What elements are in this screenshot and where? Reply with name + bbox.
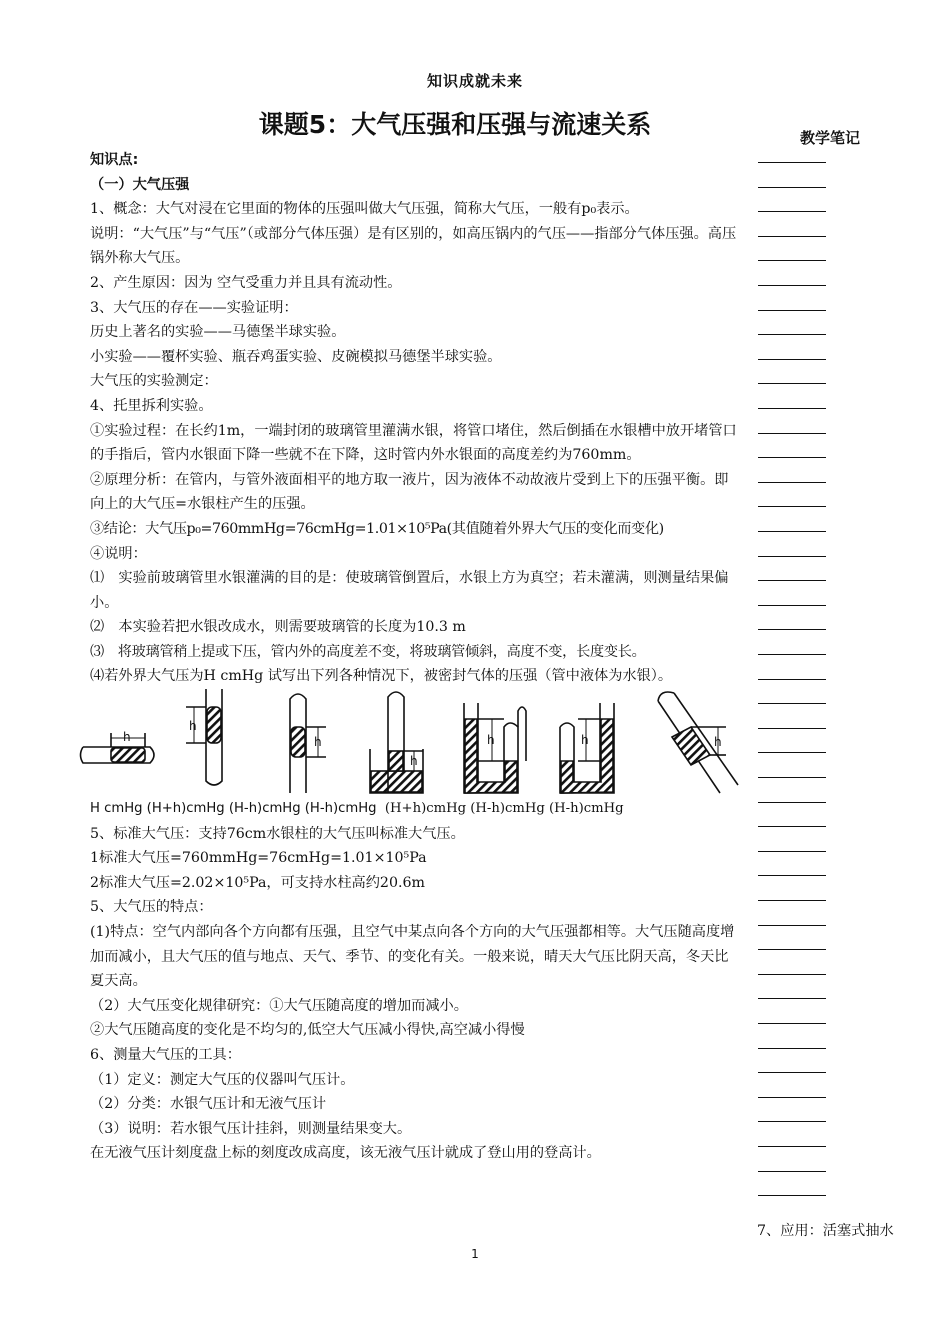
note-line [758, 334, 826, 335]
h-label: h [314, 735, 322, 750]
note-line [758, 1097, 826, 1098]
note-line [758, 925, 826, 926]
text-line: 5、大气压的特点： [90, 899, 213, 916]
text-line: （2）大气压变化规律研究：①大气压随高度的增加而减小。 [90, 997, 468, 1014]
text-line: 4、托里拆利实验。 [90, 397, 213, 414]
text-line: ②原理分析：在管内，与管外液面相平的地方取一液片，因为液体不动故液片受到上下的压强平衡。即向上的大气压=水银柱产生的压强。 [90, 471, 729, 513]
note-line [758, 531, 826, 532]
page-header: 知识成就未来 [426, 72, 523, 90]
text-line: 2、产生原因：因为 空气受重力并且具有流动性。 [90, 274, 402, 291]
text-line: （3）说明：若水银气压计挂斜，则测量结果变大。 [90, 1120, 412, 1137]
figure-vertical-tube-down [186, 689, 222, 785]
note-line [758, 629, 826, 630]
text-line: 在无液气压计刻度盘上标的刻度改成高度，该无液气压计就成了登山用的登高计。 [90, 1145, 601, 1162]
note-line [758, 187, 826, 188]
tube-figures [90, 689, 740, 797]
text-line: 大气压的实验测定： [90, 373, 218, 390]
notes-lines [758, 140, 826, 1215]
figure-answers [90, 797, 740, 822]
h-label: h [189, 719, 197, 734]
text-line: ⑴ 实验前玻璃管里水银灌满的目的是：使玻璃管倒置后，水银上方为真空；若未灌满，则测量结果偏小。 [90, 570, 729, 611]
note-line [758, 162, 826, 163]
note-line [758, 998, 826, 999]
text-line: 6、测量大气压的工具： [90, 1047, 241, 1063]
note-line [758, 556, 826, 557]
answers-part-2: (H+h)cmHg (H-h)cmHg (H-h)cmHg [384, 801, 624, 817]
note-line [758, 506, 826, 507]
note-line [758, 875, 826, 876]
text-line: （1）定义：测定大气压的仪器叫气压计。 [90, 1071, 355, 1088]
note-line [758, 949, 826, 950]
text-line: ①实验过程：在长约1m，一端封闭的玻璃管里灌满水银，将管口堵住，然后倒插在水银槽中放开堵管口的手指后，管内水银面下降一些就不在下降，这时管内外水银面的高度差约为760mm。 [90, 422, 737, 464]
note-line [758, 433, 826, 434]
note-line [758, 777, 826, 778]
note-line [758, 383, 826, 384]
h-label: h [714, 735, 722, 750]
h-label: h [581, 733, 589, 748]
text-line: ⑷若外界大气压为H cmHg 试写出下列各种情况下，被密封气体的压强（管中液体为水银）。 [90, 668, 673, 685]
note-line [758, 236, 826, 237]
note-line [758, 974, 826, 975]
note-line [758, 802, 826, 803]
note-line [758, 359, 826, 360]
text-line: 小实验——覆杯实验、瓶吞鸡蛋实验、皮碗模拟马德堡半球实验。 [90, 348, 502, 365]
note-line [758, 408, 826, 409]
note-line [758, 1023, 826, 1024]
note-line [758, 826, 826, 827]
note-line [758, 1121, 826, 1122]
note-line [758, 1171, 826, 1172]
text-line: 2标准大气压=2.02×10⁵Pa，可支持水柱高约20.6m [90, 874, 425, 891]
note-line [758, 457, 826, 458]
note-line [758, 1195, 826, 1196]
note-line [758, 703, 826, 704]
text-line: 1、概念：大气对浸在它里面的物体的压强叫做大气压强，简称大气压，一般有p₀表示。 [90, 201, 639, 218]
note-line [758, 605, 826, 606]
text-line: ④说明： [90, 545, 147, 562]
note-line [758, 211, 826, 212]
note-line [758, 900, 826, 901]
section-heading: （一）大气压强 [90, 176, 190, 193]
notes-title: 教学笔记 [799, 129, 860, 147]
note-line [758, 851, 826, 852]
note-line [758, 1146, 826, 1147]
text-line: ②大气压随高度的变化是不均匀的,低空大气压减小得快,高空减小得慢 [90, 1022, 525, 1039]
note-line [758, 310, 826, 311]
h-label: h [487, 733, 495, 748]
note-line [758, 728, 826, 729]
text-line: (1)特点：空气内部向各个方向都有压强，且空气中某点向各个方向的大气压强都相等。大气压随高度增加而减小，且大气压的值与地点、天气、季节、的变化有关。一般来说，晴天大气压比阴天高，冬天比夏天高。 [90, 924, 735, 990]
text-line: 5、标准大气压：支持76cm水银柱的大气压叫标准大气压。 [90, 825, 465, 842]
note-line [758, 1048, 826, 1049]
text-line: ③结论：大气压p₀=760mmHg=76cmHg=1.01×10⁵Pa(其值随着外界大气压的变化而变化) [90, 520, 664, 537]
note-line [758, 654, 826, 655]
note-line [758, 285, 826, 286]
text-line: 1标准大气压=760mmHg=76cmHg=1.01×10⁵Pa [90, 850, 427, 867]
main-content [90, 148, 740, 1166]
answers-part-1: H cmHg (H+h)cmHg (H-h)cmHg (H-h)cmHg [90, 801, 377, 817]
text-line: （2）分类：水银气压计和无液气压计 [90, 1096, 327, 1113]
h-label: h [410, 754, 418, 769]
text-line: 历史上著名的实验——马德堡半球实验。 [90, 324, 346, 341]
figure-u-tube-right [560, 703, 614, 793]
text-line: 说明：“大气压”与“气压”（或部分气体压强）是有区别的，如高压锅内的气压——指部分气体压强。高压锅外称大气压。 [90, 225, 737, 267]
note-line [758, 260, 826, 261]
figure-trough-tube [370, 692, 423, 793]
note-line [758, 679, 826, 680]
section-label: 知识点: [90, 152, 139, 168]
text-line: ⑵ 本实验若把水银改成水，则需要玻璃管的长度为10.3 m [90, 619, 466, 636]
note-line [758, 1072, 826, 1073]
h-label: h [123, 730, 131, 745]
note-line [758, 752, 826, 753]
text-line: ⑶ 将玻璃管稍上提或下压，管内外的高度差不变，将玻璃管倾斜，高度不变，长度变长。 [90, 643, 646, 660]
note-line [758, 482, 826, 483]
figure-horizontal-tube [81, 733, 155, 763]
note-line [758, 580, 826, 581]
figure-inclined-tube [658, 692, 738, 793]
figure-u-tube-left [464, 703, 526, 793]
tube-figures-drawing [78, 689, 758, 797]
text-line: 3、大气压的存在——实验证明： [90, 299, 298, 316]
page-number: 1 [471, 1247, 479, 1261]
page-title: 课题5：大气压强和压强与流速关系 [258, 110, 652, 139]
margin-tail-text: 7、应用：活塞式抽水 [757, 1223, 894, 1239]
